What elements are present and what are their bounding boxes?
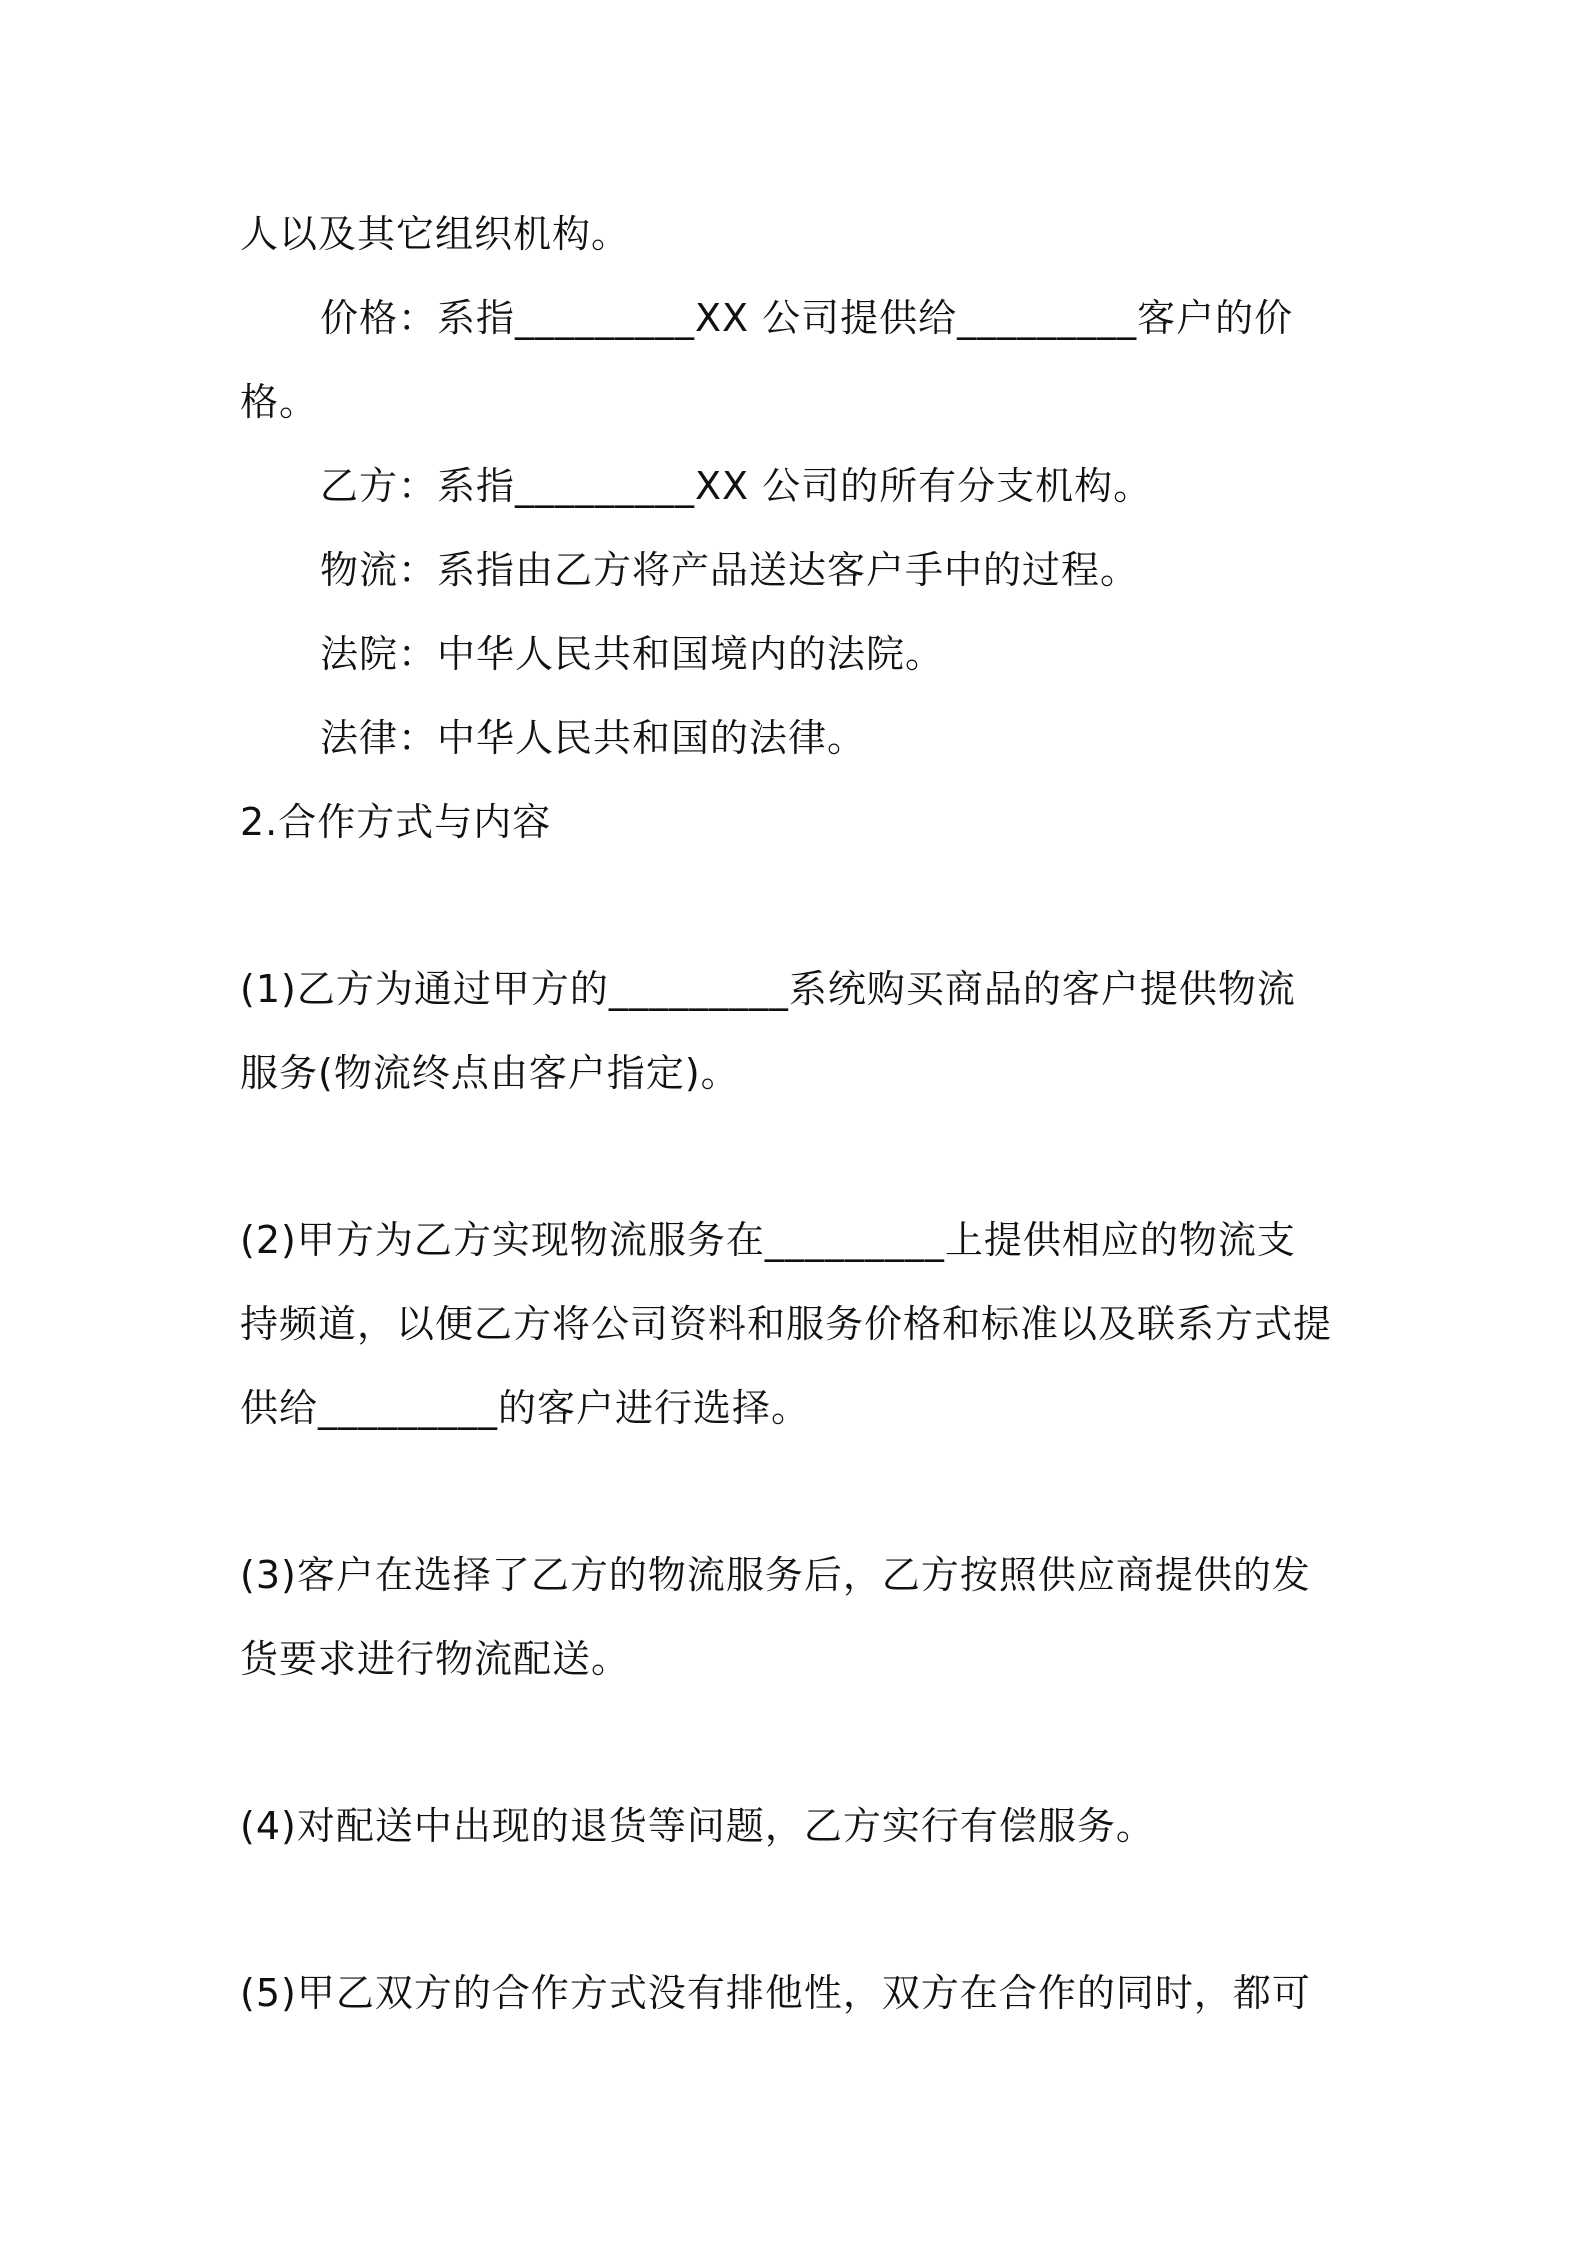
text-line: 格。 — [240, 380, 319, 424]
clause-3-line-2: 货要求进行物流配送。 — [240, 1637, 631, 1681]
clause-1-line-2: 服务(物流终点由客户指定)。 — [240, 1051, 740, 1095]
paragraph-gap — [240, 1450, 1350, 1533]
paragraph-gap — [240, 1115, 1350, 1198]
definition-logistics: 物流：系指由乙方将产品送达客户手中的过程。 — [320, 548, 1140, 592]
document-body — [240, 192, 1350, 2035]
clause-2-line-3: 供给_________的客户进行选择。 — [240, 1386, 811, 1430]
paragraph-gap — [240, 1701, 1350, 1784]
clause-4-line-1: (4)对配送中出现的退货等问题，乙方实行有偿服务。 — [240, 1804, 1155, 1848]
definition-price: 价格：系指_________XX 公司提供给_________客户的价 — [320, 296, 1294, 340]
definition-party-b: 乙方：系指_________XX 公司的所有分支机构。 — [320, 464, 1153, 508]
clause-5-line-1: (5)甲乙双方的合作方式没有排他性，双方在合作的同时，都可 — [240, 1971, 1311, 2015]
paragraph-gap — [240, 864, 1350, 947]
text-line: 人以及其它组织机构。 — [240, 212, 631, 256]
clause-2-line-2: 持频道，以便乙方将公司资料和服务价格和标准以及联系方式提 — [240, 1302, 1333, 1346]
section-heading: 2.合作方式与内容 — [240, 800, 552, 844]
paragraph-gap — [240, 1868, 1350, 1951]
clause-1-line-1: (1)乙方为通过甲方的_________系统购买商品的客户提供物流 — [240, 967, 1296, 1011]
definition-court: 法院：中华人民共和国境内的法院。 — [320, 632, 945, 676]
definition-law: 法律：中华人民共和国的法律。 — [320, 716, 867, 760]
clause-3-line-1: (3)客户在选择了乙方的物流服务后，乙方按照供应商提供的发 — [240, 1553, 1311, 1597]
clause-2-line-1: (2)甲方为乙方实现物流服务在_________上提供相应的物流支 — [240, 1218, 1296, 1262]
